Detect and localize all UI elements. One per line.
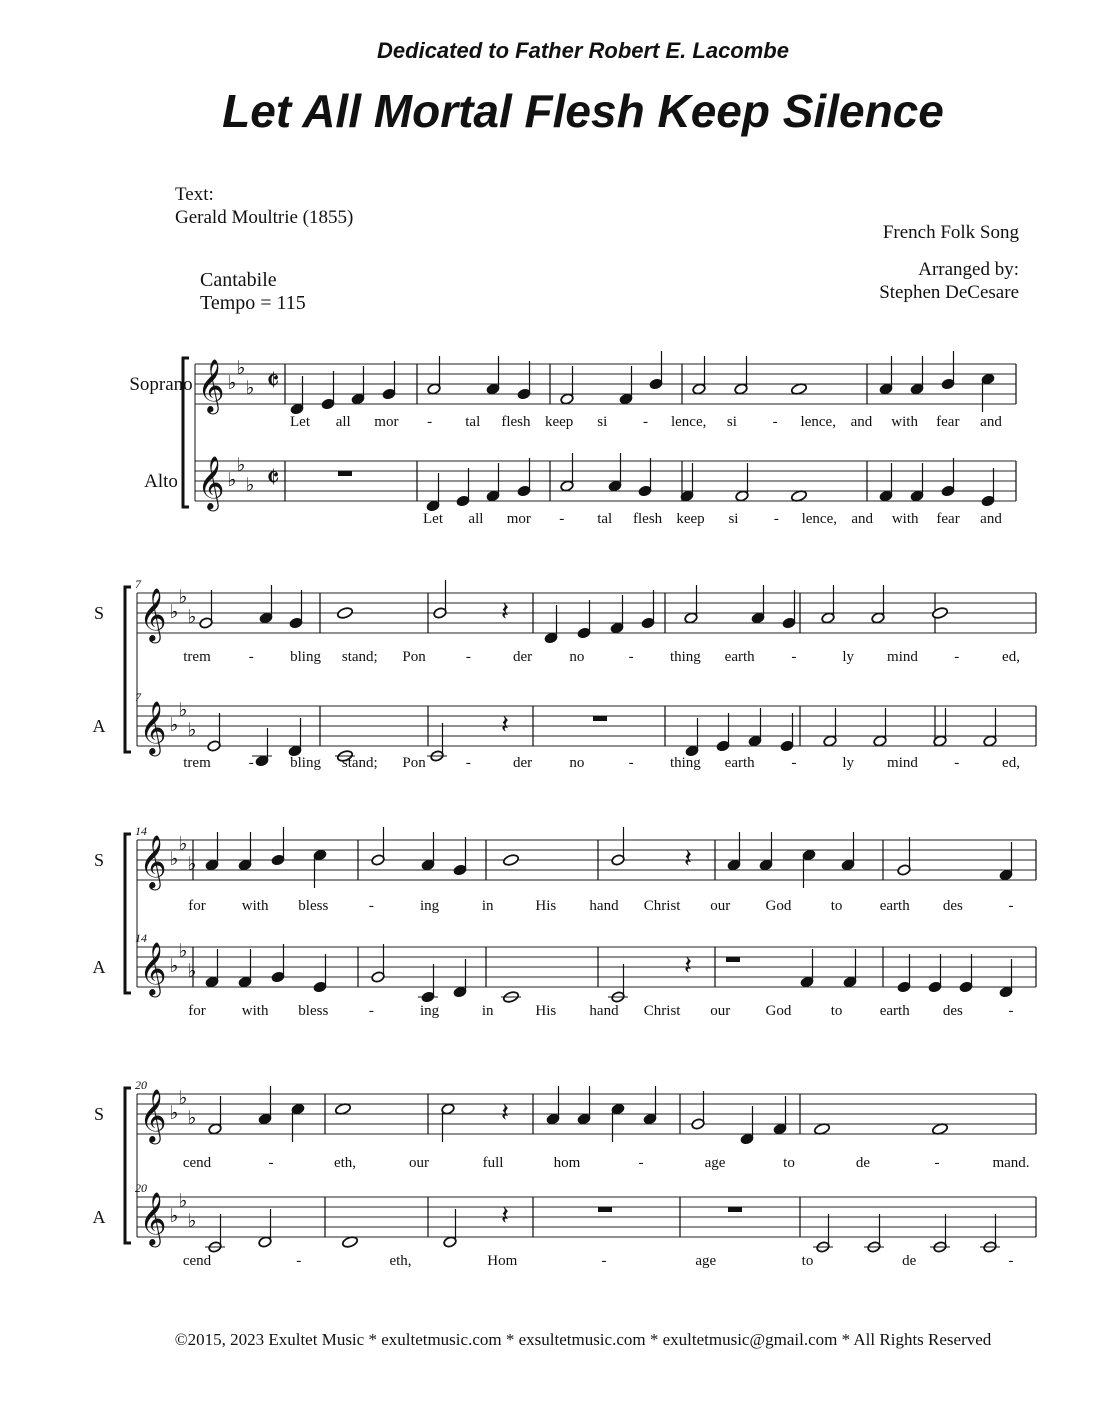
whole-rest [598,1207,612,1212]
flat-icon: ♭ [236,358,246,379]
lyric-syllable: - [628,755,634,771]
lyric-syllable: si [726,414,737,430]
flat-icon: ♭ [169,602,179,623]
lyric-syllable: Christ [643,1003,681,1019]
lyric-syllable: - [296,1253,302,1269]
voice-label: S [93,603,105,623]
cut-time-icon: 𝄵 [266,365,280,398]
lyric-syllable: thing [669,649,701,665]
lyric-syllable: age [695,1253,717,1269]
arranger-name: Stephen DeCesare [879,282,1019,303]
lyric-syllable: all [468,511,484,527]
lyric-syllable: Let [290,414,310,430]
lyric-syllable: tal [597,511,613,527]
whole-rest [728,1207,742,1212]
lyric-syllable: lence, [800,414,836,430]
lyric-syllable: - [628,649,634,665]
lyric-syllable: Pon [402,649,426,665]
lyric-syllable: - [1008,1253,1014,1269]
lyric-syllable: our [710,898,731,914]
flat-icon: ♭ [178,587,188,608]
text-label: Text: [175,184,214,205]
lyric-syllable: cend [182,1155,212,1171]
treble-clef-icon: 𝄞 [197,457,225,508]
measure-number: 14 [135,824,147,838]
lyric-syllable: all [335,414,351,430]
score-system [93,577,1037,771]
lyric-syllable: - [1008,898,1014,914]
flat-icon: ♭ [169,1206,179,1227]
lyric-syllable: ing [419,898,440,914]
lyric-syllable: - [368,1003,374,1019]
lyric-syllable: de [855,1155,871,1171]
lyric-syllable: - [772,414,778,430]
score-systems [93,351,1037,1269]
lyric-syllable: lence, [801,511,838,527]
voice-label: Soprano [129,374,193,395]
lyric-syllable: - [773,511,779,527]
lyric-syllable: ly [842,649,855,665]
lyric-syllable: - [638,1155,644,1171]
lyric-syllable: lence, [670,414,707,430]
measure-number: 7 [135,690,141,704]
measure-number: 20 [135,1181,147,1195]
lyric-syllable: flesh [633,511,663,527]
quarter-rest: 𝄽 [501,710,509,739]
copyright-footer: ©2015, 2023 Exultet Music * exultetmusic.com * exsultetmusic.com * exultetmusic@gmail.com * All Rights Reserved [174,1330,992,1349]
lyric-syllable: - [465,755,471,771]
lyric-syllable: no [569,649,585,665]
flat-icon: ♭ [227,470,237,491]
lyric-syllable: mor [506,511,531,527]
alto-staff [144,453,1016,527]
quarter-rest: 𝄽 [501,1098,509,1127]
flat-icon: ♭ [245,475,255,496]
lyric-syllable: and [980,414,1002,430]
page-title: Let All Mortal Flesh Keep Silence [222,85,944,137]
lyric-syllable: - [559,511,565,527]
flat-icon: ♭ [187,607,197,628]
lyric-syllable: Let [423,511,443,527]
lyric-syllable: bling [290,649,321,665]
lyric-syllable: ing [419,1003,440,1019]
flat-icon: ♭ [169,849,179,870]
lyric-syllable: to [830,1003,843,1019]
lyric-syllable: de [902,1253,917,1269]
lyric-syllable: earth [879,1003,910,1019]
flat-icon: ♭ [245,378,255,399]
lyric-syllable: flesh [501,414,531,430]
lyric-syllable: our [710,1003,731,1019]
note [931,606,948,619]
lyric-syllable: keep [544,414,574,430]
voice-label: Alto [144,471,178,492]
lyric-syllable: mor [374,414,399,430]
lyric-syllable: eth, [389,1253,412,1269]
flat-icon: ♭ [178,1191,188,1212]
voice-label: S [93,850,105,870]
lyric-syllable: trem [183,649,211,665]
lyric-syllable: His [535,898,557,914]
lyric-syllable: - [643,414,648,430]
measure-number: 20 [135,1078,147,1092]
lyric-syllable: in [481,898,494,914]
text-author: Gerald Moultrie (1855) [175,207,354,228]
whole-rest [593,716,607,721]
lyric-syllable: no [569,755,585,771]
flat-icon: ♭ [187,1108,197,1129]
flat-icon: ♭ [227,373,237,394]
lyric-syllable: ly [842,755,855,771]
score-system [129,351,1016,527]
lyric-syllable: earth [879,898,910,914]
expression-text: Cantabile [200,269,277,291]
lyric-syllable: - [601,1253,607,1269]
system-bracket [125,1088,131,1243]
flat-icon: ♭ [169,715,179,736]
lyric-syllable: - [791,649,797,665]
lyric-syllable: and [851,511,874,527]
lyric-syllable: - [368,898,374,914]
lyric-syllable: der [513,755,533,771]
lyric-syllable: God [765,898,792,914]
alto-staff [93,1191,1037,1269]
flat-icon: ♭ [187,720,197,741]
treble-clef-icon: 𝄞 [139,589,167,640]
treble-clef-icon: 𝄞 [139,943,167,994]
lyric-syllable: si [728,511,739,527]
score-system [93,1078,1037,1269]
flat-icon: ♭ [187,961,197,982]
system-bracket [125,587,131,752]
flat-icon: ♭ [178,700,188,721]
lyric-syllable: bling [290,755,321,771]
lyric-syllable: bless [298,898,329,914]
lyric-syllable: age [704,1155,726,1171]
tempo-text: Tempo = 115 [200,292,306,314]
flat-icon: ♭ [169,1103,179,1124]
lyric-syllable: stand; [341,649,378,665]
source-credit: French Folk Song [882,222,1019,243]
measure-number: 14 [135,931,147,945]
voice-label: A [92,716,106,736]
lyric-syllable: God [765,1003,792,1019]
treble-clef-icon: 𝄞 [139,702,167,753]
note [336,606,353,619]
system-bracket [125,834,131,993]
lyric-syllable: ed, [1002,755,1020,771]
lyric-syllable: our [409,1155,429,1171]
lyric-syllable: - [934,1155,940,1171]
measure-number: 7 [135,577,141,591]
lyric-syllable: - [427,414,433,430]
lyric-syllable: and [850,414,873,430]
soprano-staff [94,580,1036,665]
lyric-syllable: mind [887,755,918,771]
quarter-rest: 𝄽 [684,844,692,873]
lyric-syllable: with [241,898,269,914]
lyric-syllable: der [513,649,533,665]
treble-clef-icon: 𝄞 [197,360,225,411]
voice-label: A [92,957,106,977]
voice-label: S [93,1104,105,1124]
lyric-syllable: cend [182,1253,212,1269]
arranged-label: Arranged by: [918,259,1019,280]
lyric-syllable: mand. [992,1155,1030,1171]
lyric-syllable: - [954,649,960,665]
soprano-staff [129,351,1016,430]
lyric-syllable: earth [724,649,755,665]
soprano-staff [94,827,1036,914]
lyric-syllable: eth, [333,1155,357,1171]
lyric-syllable: des [942,898,963,914]
soprano-staff [94,1086,1036,1171]
lyric-syllable: fear [936,414,960,430]
flat-icon: ♭ [187,854,197,875]
voice-label: A [92,1207,106,1227]
lyric-syllable: Pon [402,755,426,771]
quarter-rest: 𝄽 [501,1201,509,1230]
treble-clef-icon: 𝄞 [139,836,167,887]
lyric-syllable: - [954,755,960,771]
lyric-syllable: to [801,1253,814,1269]
lyric-syllable: to [783,1155,795,1171]
quarter-rest: 𝄽 [684,951,692,980]
lyric-syllable: - [248,649,254,665]
cut-time-icon: 𝄵 [266,462,280,495]
lyric-syllable: with [241,1003,269,1019]
treble-clef-icon: 𝄞 [139,1193,167,1244]
whole-rest [726,957,740,962]
flat-icon: ♭ [236,455,246,476]
lyric-syllable: with [891,511,919,527]
flat-icon: ♭ [178,834,188,855]
lyric-syllable: keep [676,511,705,527]
whole-rest [338,471,352,476]
lyric-syllable: Christ [643,898,681,914]
flat-icon: ♭ [178,1088,188,1109]
lyric-syllable: hand [589,898,619,914]
lyric-syllable: - [791,755,797,771]
note [502,853,519,866]
alto-staff [93,700,1037,771]
lyric-syllable: - [248,755,254,771]
quarter-rest: 𝄽 [501,597,509,626]
lyric-syllable: - [268,1155,274,1171]
lyric-syllable: stand; [341,755,378,771]
lyric-syllable: thing [669,755,701,771]
lyric-syllable: - [1008,1003,1014,1019]
lyric-syllable: Hom [487,1253,518,1269]
lyric-syllable: full [482,1155,504,1171]
alto-staff [93,941,1037,1019]
lyric-syllable: si [597,414,608,430]
lyric-syllable: earth [724,755,755,771]
lyric-syllable: and [980,511,1002,527]
flat-icon: ♭ [178,941,188,962]
lyric-syllable: to [830,898,843,914]
flat-icon: ♭ [169,956,179,977]
lyric-syllable: bless [298,1003,329,1019]
lyric-syllable: fear [936,511,960,527]
score-system [93,824,1037,1019]
lyric-syllable: for [188,898,206,914]
lyric-syllable: ed, [1002,649,1020,665]
lyric-syllable: tal [465,414,481,430]
lyric-syllable: with [891,414,918,430]
lyric-syllable: des [942,1003,963,1019]
flat-icon: ♭ [187,1211,197,1232]
lyric-syllable: hand [589,1003,619,1019]
dedication: Dedicated to Father Robert E. Lacombe [377,38,789,63]
treble-clef-icon: 𝄞 [139,1090,167,1141]
lyric-syllable: for [188,1003,206,1019]
lyric-syllable: in [481,1003,494,1019]
lyric-syllable: mind [887,649,918,665]
lyric-syllable: hom [553,1155,581,1171]
lyric-syllable: trem [183,755,211,771]
lyric-syllable: - [465,649,471,665]
lyric-syllable: His [535,1003,557,1019]
